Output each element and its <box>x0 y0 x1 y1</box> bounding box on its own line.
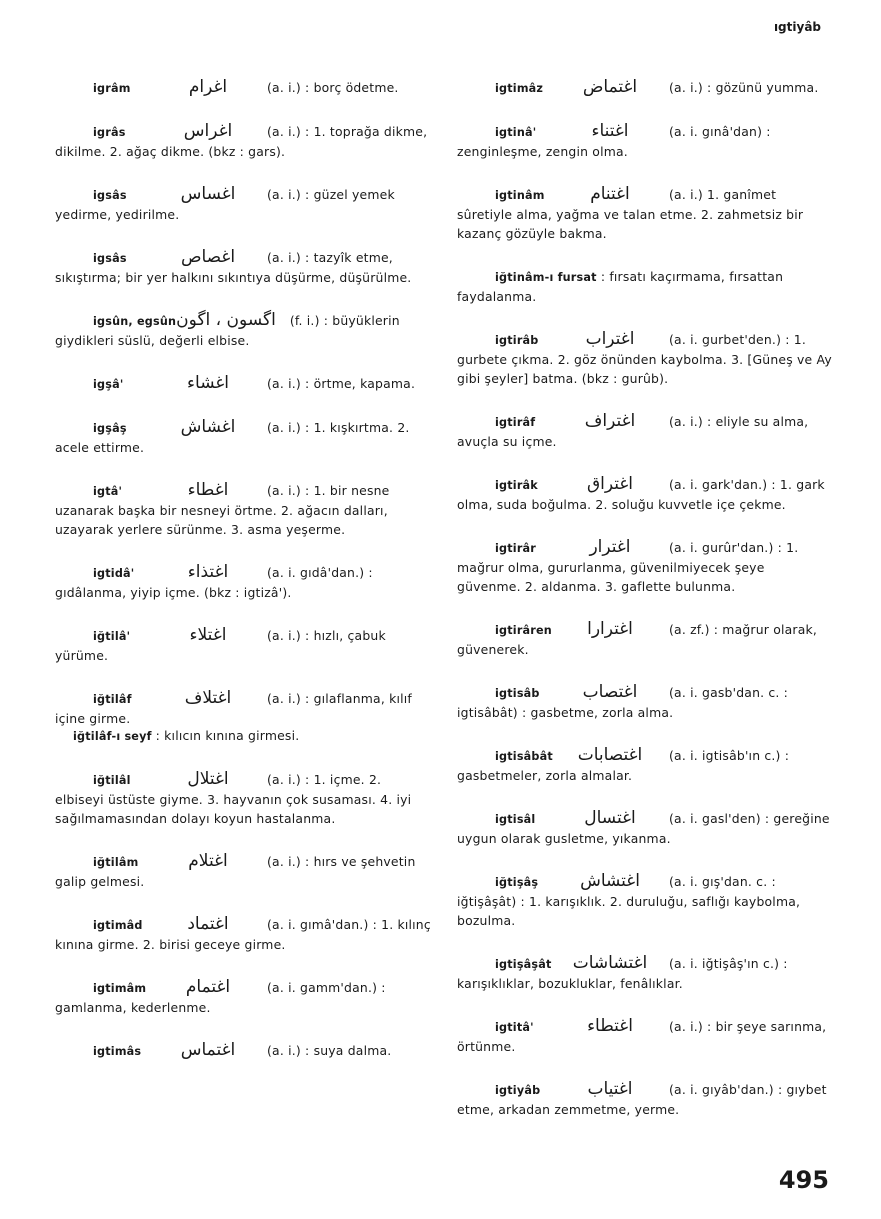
entry-definition: (a. i.) : tazyîk etme, sıkıştırma; bir yer halkını sıkıntıya düşürme, düşürülme. <box>55 250 412 285</box>
entry-definition: (a. i.) : örtme, kapama. <box>267 376 416 391</box>
entry-headword: igtisâl <box>495 813 536 826</box>
entry-arabic-script: اغتشاش <box>580 871 640 891</box>
dictionary-entry <box>55 978 433 1017</box>
entry-headword: igşâ' <box>93 378 124 391</box>
dictionary-entry <box>457 78 832 98</box>
entry-arabic-script: اغتلاء <box>189 625 227 645</box>
entry-headword: igtisâb <box>495 687 540 700</box>
entry-definition: (a. zf.) : mağrur olarak, güvenerek. <box>457 622 818 657</box>
dictionary-entry <box>55 1041 433 1061</box>
entry-definition: (a. i.) : 1. kışkırtma. 2. acele ettirme. <box>55 420 410 455</box>
entry-headword: igtimâm <box>93 982 147 995</box>
entry-definition: (a. i.) : 1. içme. 2. elbiseyi üstüste giyme. 3. hayvanın çok susaması. 4. iyi sağılmamasından dolayı koyun hastalanma. <box>55 772 412 826</box>
entry-arabic-script: اغتصاب <box>582 682 638 702</box>
entry-definition: (a. i.) : borç ödetme. <box>267 80 399 95</box>
entry-headword: igtiyâb <box>495 1084 541 1097</box>
dictionary-entry <box>457 267 832 306</box>
dictionary-entry <box>457 412 832 451</box>
entry-arabic-script: اغتطاء <box>587 1016 633 1036</box>
entry-definition: (a. i.) : 1. toprağa dikme, dikilme. 2. ağaç dikme. (bkz : gars). <box>55 124 428 159</box>
entry-headword: iğtilâf <box>93 693 132 706</box>
entry-arabic-script: اغتراف <box>584 411 636 431</box>
entry-arabic-script: اغطاء <box>187 480 229 500</box>
entry-headword: igtirâk <box>495 479 538 492</box>
entry-headword: igtâ' <box>93 485 123 498</box>
page-number: 495 <box>778 1166 829 1194</box>
entry-arabic-script: اغتماس <box>180 1040 236 1060</box>
entry-definition: (a. i. iğtişâş'ın c.) : karışıklıklar, bozukluklar, fenâlıklar. <box>457 956 788 991</box>
entry-headword: igtirâr <box>495 542 537 555</box>
entry-arabic-script: اغتناء <box>591 121 629 141</box>
entry-arabic-script: اغتماض <box>582 77 638 97</box>
entry-definition: (a. i.) : hızlı, çabuk yürüme. <box>55 628 386 663</box>
dictionary-entry <box>55 248 433 287</box>
entry-headword: igrâs <box>93 126 126 139</box>
entry-definition: (f. i.) : büyüklerin giydikleri süslü, değerli elbise. <box>55 313 400 348</box>
sub-entry-headword: iğtilâf-ı seyf <box>73 730 152 743</box>
entry-definition: (a. i. igtisâb'ın c.) : gasbetmeler, zorla almalar. <box>457 748 790 783</box>
entry-definition: (a. i. gamm'dan.) : gamlanma, kederlenme. <box>55 980 386 1015</box>
entry-arabic-script: اغتنام <box>590 184 630 204</box>
entry-headword: igtisâbât <box>495 750 553 763</box>
entry-headword: igşâş <box>93 422 127 435</box>
dictionary-entry <box>457 872 832 930</box>
entry-headword: iğtilâl <box>93 774 131 787</box>
entry-definition: : fırsatı kaçırmama, fırsattan faydalanma. <box>457 269 784 304</box>
entry-definition: (a. i.) : güzel yemek yedirme, yedirilme. <box>55 187 395 222</box>
dictionary-entry <box>55 563 433 602</box>
entry-definition: (a. i.) : gözünü yumma. <box>669 80 819 95</box>
entry-arabic-script: اغراس <box>183 121 233 141</box>
entry-headword: igtimâz <box>495 82 544 95</box>
dictionary-entry <box>457 185 832 243</box>
entry-headword: igsâs <box>93 252 127 265</box>
entry-headword: iğtilâ' <box>93 630 131 643</box>
entry-headword: igtimâd <box>93 919 143 932</box>
entry-headword: igsûn, egsûn <box>93 315 177 328</box>
entry-definition: (a. i. gıdâ'dan.) : gıdâlanma, yiyip içme. (bkz : igtizâ'). <box>55 565 373 600</box>
entry-arabic-script: اغتياب <box>587 1079 633 1099</box>
right-column <box>457 78 832 1143</box>
dictionary-entry <box>457 683 832 722</box>
entry-arabic-script: اغتشاشات <box>572 953 648 973</box>
entry-arabic-script: اغتذاء <box>187 562 229 582</box>
entry-arabic-script: اغتلام <box>188 851 228 871</box>
entry-headword: igtirâb <box>495 334 539 347</box>
entry-arabic-script: اغشاء <box>187 373 229 393</box>
entry-arabic-script: اغتصابات <box>577 745 643 765</box>
entry-headword: igtinâm <box>495 189 545 202</box>
entry-headword: igtirâren <box>495 624 552 637</box>
entry-headword: igrâm <box>93 82 131 95</box>
sub-entry-definition: : kılıcın kınına girmesi. <box>155 728 300 743</box>
entry-definition: (a. i.) : bir şeye sarınma, örtünme. <box>457 1019 827 1054</box>
entry-headword: iğtilâm <box>93 856 139 869</box>
entry-definition: (a. i.) : 1. bir nesne uzanarak başka bir nesneyi örtme. 2. ağacın dalları, uzayarak yerlere sürünme. 3. asma yeşerme. <box>55 483 390 537</box>
entry-arabic-script: اغتماد <box>187 914 229 934</box>
entry-arabic-script: اغتلاف <box>184 688 232 708</box>
entry-definition: (a. i. gış'dan. c. : iğtişâşât) : 1. karışıklık. 2. duruluğu, saflığı kaybolma, bozulma. <box>457 874 801 928</box>
entry-definition: (a. i. gurûr'dan.) : 1. mağrur olma, gururlanma, güvenilmiyecek şeye güvenme. 2. aldanma. 3. gaflette bulunma. <box>457 540 799 594</box>
running-head: ıgtiyâb <box>773 20 821 34</box>
entry-arabic-script: اغتراق <box>586 474 634 494</box>
dictionary-entry <box>55 78 433 98</box>
entry-arabic-script: اغتمام <box>185 977 231 997</box>
entry-headword: iğtinâm-ı fursat <box>495 271 597 284</box>
dictionary-entry <box>457 538 832 596</box>
entry-arabic-script: اغترارا <box>587 619 633 639</box>
entry-arabic-script: اغترار <box>589 537 631 557</box>
dictionary-entry <box>55 122 433 161</box>
entry-definition: (a. i. gımâ'dan.) : 1. kılınç kınına girme. 2. birisi geceye girme. <box>55 917 431 952</box>
dictionary-entry <box>457 1080 832 1119</box>
dictionary-entry <box>55 915 433 954</box>
dictionary-entry <box>55 418 433 457</box>
entry-arabic-script: اغصاص <box>180 247 236 267</box>
dictionary-entry <box>55 770 433 828</box>
entry-arabic-script: اغرام <box>188 77 228 97</box>
entry-arabic-script: اغتسال <box>584 808 636 828</box>
dictionary-entry <box>55 185 433 224</box>
entry-definition: (a. i. gurbet'den.) : 1. gurbete çıkma. 2. göz önünden kaybolma. 3. [Güneş ve Ay gibi şeyler] batma. (bkz : gurûb). <box>457 332 832 386</box>
dictionary-entry <box>55 626 433 665</box>
left-column <box>55 78 433 1085</box>
entry-arabic-script: اغتلال <box>187 769 229 789</box>
dictionary-entry <box>457 809 832 848</box>
entry-definition: (a. i.) : gılaflanma, kılıf içine girme. <box>55 691 412 726</box>
dictionary-entry <box>55 311 433 350</box>
dictionary-entry <box>457 122 832 161</box>
dictionary-entry <box>55 374 433 394</box>
entry-definition: (a. i. gasl'den) : gereğine uygun olarak gusletme, yıkanma. <box>457 811 830 846</box>
entry-headword: igtitâ' <box>495 1021 534 1034</box>
entry-definition: (a. i. gıyâb'dan.) : gıybet etme, arkadan zemmetme, yerme. <box>457 1082 827 1117</box>
entry-headword: igtişâşât <box>495 958 552 971</box>
dictionary-entry <box>457 330 832 388</box>
entry-headword: igtimâs <box>93 1045 142 1058</box>
dictionary-entry <box>55 481 433 539</box>
dictionary-entry <box>55 852 433 891</box>
entry-headword: igsâs <box>93 189 127 202</box>
entry-definition: (a. i.) 1. ganîmet sûretiyle alma, yağma ve talan etme. 2. zahmetsiz bir kazanç gözüyle bakma. <box>457 187 804 241</box>
entry-headword: igtinâ' <box>495 126 537 139</box>
entry-arabic-script: اغساس <box>180 184 236 204</box>
entry-headword: iğtişâş <box>495 876 539 889</box>
dictionary-entry <box>457 620 832 659</box>
entry-definition: (a. i. gasb'dan. c. : igtisâbât) : gasbetme, zorla alma. <box>457 685 789 720</box>
sub-entry <box>55 726 433 746</box>
entry-arabic-script: اغتراب <box>585 329 635 349</box>
entry-definition: (a. i. gark'dan.) : 1. gark olma, suda boğulma. 2. soluğu kuvvetle içe çekme. <box>457 477 825 512</box>
dictionary-entry <box>457 1017 832 1056</box>
dictionary-entry <box>55 689 433 746</box>
entry-headword: igtidâ' <box>93 567 135 580</box>
entry-arabic-script: اغشاش <box>180 417 236 437</box>
entry-definition: (a. i. gınâ'dan) : zenginleşme, zengin olma. <box>457 124 771 159</box>
dictionary-entry <box>457 746 832 785</box>
entry-definition: (a. i.) : suya dalma. <box>267 1043 392 1058</box>
entry-definition: (a. i.) : eliyle su alma, avuçla su içme. <box>457 414 809 449</box>
entry-definition: (a. i.) : hırs ve şehvetin galip gelmesi. <box>55 854 416 889</box>
entry-arabic-script: اگسون ، اگون <box>176 310 276 330</box>
entry-headword: igtirâf <box>495 416 536 429</box>
dictionary-entry <box>457 475 832 514</box>
dictionary-entry <box>457 954 832 993</box>
